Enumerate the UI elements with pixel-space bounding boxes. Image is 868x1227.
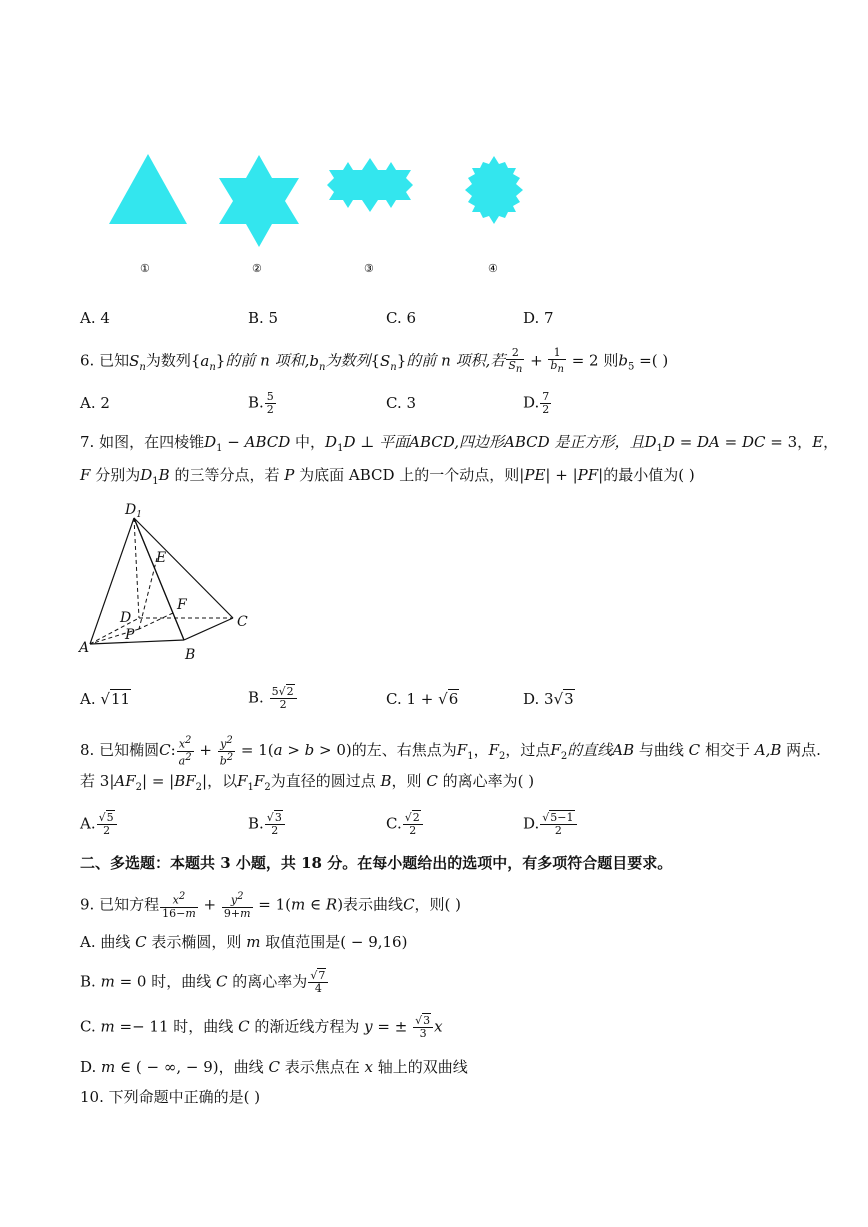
q8-option-b[interactable]: B. $\frac{√3}{2}$: [248, 812, 286, 837]
label-p: P: [125, 627, 135, 643]
fractal-figure: [80, 140, 580, 290]
q8-stem-line2: 若 $3|AF_2| = |BF_2|$，以$F_1F_2$为直径的圆过点 B，则 C 的离心率为( ): [80, 772, 535, 793]
edge-bc: [184, 618, 233, 640]
q6-option-b[interactable]: B. $\frac{5}{2}$: [248, 390, 274, 416]
pyramid-figure: [75, 498, 275, 668]
label-f: F: [177, 597, 187, 613]
segment-pf: [139, 613, 173, 629]
label-d1: $D_1$: [125, 502, 142, 520]
q6-stem: 6. 已知$S_n$为数列$\{a_n\}$的前 n 项和$,b_n$为数列$\{S_n\}$的前 n 项积,若 $\frac{2}{S_n}$ + $\frac{1}{b_n}$ = 2 则$b_5$ =( ): [80, 346, 669, 376]
koch-iteration-4-shape: [465, 156, 523, 224]
edge-d1b-2: [134, 518, 184, 640]
q8-option-a[interactable]: A. $\frac{√5}{2}$: [80, 812, 118, 837]
q7-option-b[interactable]: B. $\frac{5√2}{2}$: [248, 686, 298, 711]
label-a: A: [79, 640, 90, 656]
q7-option-a[interactable]: A. √11: [80, 690, 131, 708]
q5-option-d[interactable]: D. 7: [523, 309, 554, 327]
q9-option-b[interactable]: B. m = 0 时，曲线 C 的离心率为 $\frac{√7}{4}$: [80, 970, 329, 995]
q5-option-c[interactable]: C. 6: [386, 309, 417, 327]
q5-option-a[interactable]: A. 4: [80, 309, 110, 327]
q6-option-c[interactable]: C. 3: [386, 394, 417, 412]
q9-option-c[interactable]: C. m =− 11 时，曲线 C 的渐近线方程为 y = ± $\frac{√3}{3}$ x: [80, 1014, 443, 1040]
label-c: C: [237, 614, 248, 630]
koch-iteration-3-shape: [327, 158, 413, 212]
q10-stem: 10. 下列命题中正确的是( ): [80, 1088, 261, 1106]
label-e: E: [156, 550, 167, 566]
q7-option-d[interactable]: D. 3√3: [523, 690, 574, 708]
hexagram-shape: [219, 155, 299, 247]
q6-option-d[interactable]: D. $\frac{7}{2}$: [523, 390, 550, 416]
label-1: ①: [140, 262, 150, 275]
q7-stem-line1: 7. 如图，在四棱锥$D_1$ − ABCD 中，$D_1D$ ⊥ 平面ABCD,四边形ABCD 是正方形，且$D_1D$ = DA = DC = 3，E，: [80, 433, 839, 454]
q9-option-a[interactable]: A. 曲线 C 表示椭圆，则 m 取值范围是( − 9,16): [80, 933, 408, 951]
q5-option-b[interactable]: B. 5: [248, 309, 279, 327]
label-4: ④: [488, 262, 498, 275]
koch-iteration-4-group: [465, 156, 523, 224]
q6-option-a[interactable]: A. 2: [80, 394, 110, 412]
q8-option-c[interactable]: C. $\frac{√2}{2}$: [386, 812, 424, 837]
label-d: D: [120, 610, 132, 626]
label-3: ③: [364, 262, 374, 275]
q7-option-c[interactable]: C. 1 + √6: [386, 690, 459, 708]
label-2: ②: [252, 262, 262, 275]
section-heading-multiple-choice: 二、多选题：本题共 3 小题，共 18 分。在每小题给出的选项中，有多项符合题目要求。: [80, 854, 673, 872]
q8-option-d[interactable]: D. $\frac{√5-1}{2}$: [523, 812, 578, 837]
edge-ab: [90, 640, 184, 644]
q9-option-d[interactable]: D. m ∈ ( − ∞, − 9)，曲线 C 表示焦点在 x 轴上的双曲线: [80, 1058, 468, 1076]
triangle-shape: [109, 154, 187, 224]
q9-stem: 9. 已知方程 $\frac{x^2}{16-m}$ + $\frac{y^2}{9+m}$ = 1(m ∈ R)表示曲线C，则( ): [80, 891, 462, 920]
label-b: B: [185, 647, 196, 663]
q8-stem-line1: 8. 已知椭圆C: $\frac{x^2}{a^2}$ + $\frac{y^2}{b^2}$ = 1(a > b > 0)的左、右焦点为$F_1$，$F_2$，过点$F_2$的直线AB 与曲线 C 相交于 A,B 两点.: [80, 735, 821, 768]
edge-d1d: [134, 518, 139, 618]
q7-stem-line2: F 分别为$D_1B$ 的三等分点，若 P 为底面 ABCD 上的一个动点，则|PE| + |PF|的最小值为( ): [80, 466, 695, 487]
